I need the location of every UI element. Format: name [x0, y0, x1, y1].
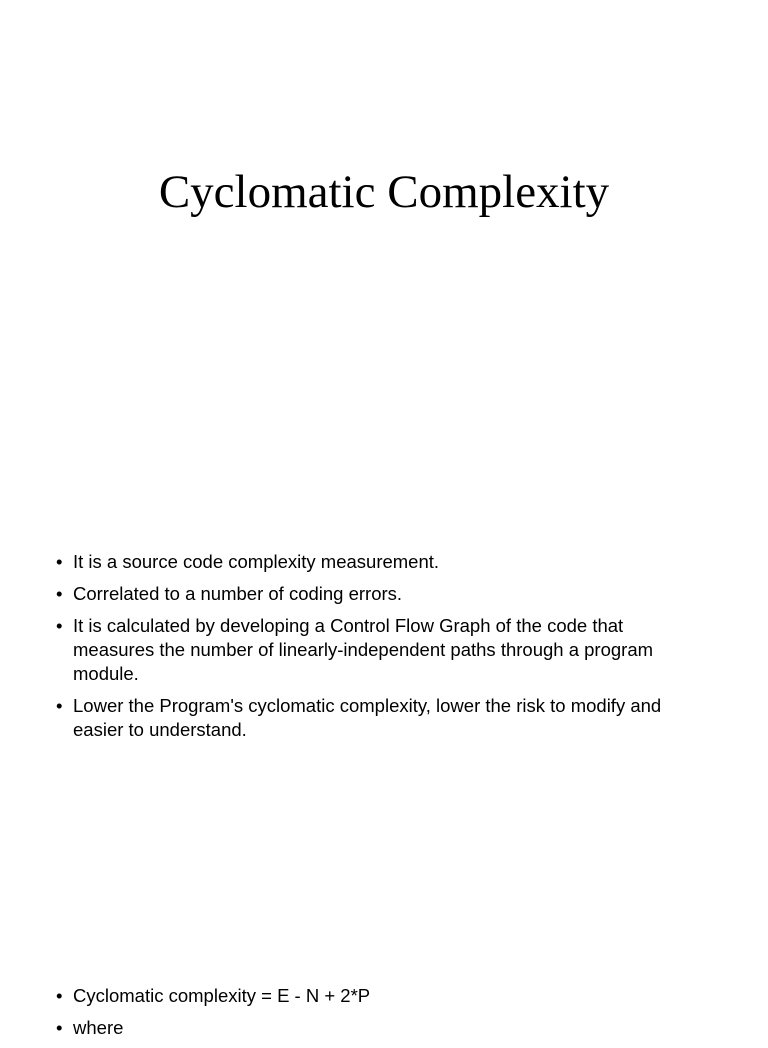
bullet-text: Correlated to a number of coding errors.: [73, 583, 403, 604]
bullet-item: [56, 614, 706, 686]
bullet-text: Lower the Program's cyclomatic complexity, lower the risk to modify and easier to understand.: [73, 695, 662, 740]
bullet-list-main: [56, 550, 706, 750]
bullet-dot-icon: •: [56, 583, 63, 604]
bullet-item: [56, 550, 706, 574]
bullet-text: Cyclomatic complexity = E - N + 2*P: [73, 985, 371, 1006]
bullet-item: [56, 984, 706, 1008]
bullet-dot-icon: •: [56, 695, 63, 716]
bullet-text: It is a source code complexity measurement.: [73, 551, 440, 572]
bullet-dot-icon: •: [56, 615, 63, 636]
bullet-dot-icon: •: [56, 985, 63, 1006]
bullet-item: [56, 582, 706, 606]
bullet-dot-icon: •: [56, 1017, 63, 1038]
bullet-item: [56, 694, 706, 742]
bullet-text: It is calculated by developing a Control Flow Graph of the code that measures the number of linearly-independent paths through a program module.: [73, 615, 654, 684]
bullet-list-formula: [56, 984, 706, 1048]
bullet-dot-icon: •: [56, 551, 63, 572]
bullet-item: [56, 1016, 706, 1040]
slide-title: Cyclomatic Complexity: [158, 166, 610, 218]
bullet-text: where: [73, 1017, 124, 1038]
